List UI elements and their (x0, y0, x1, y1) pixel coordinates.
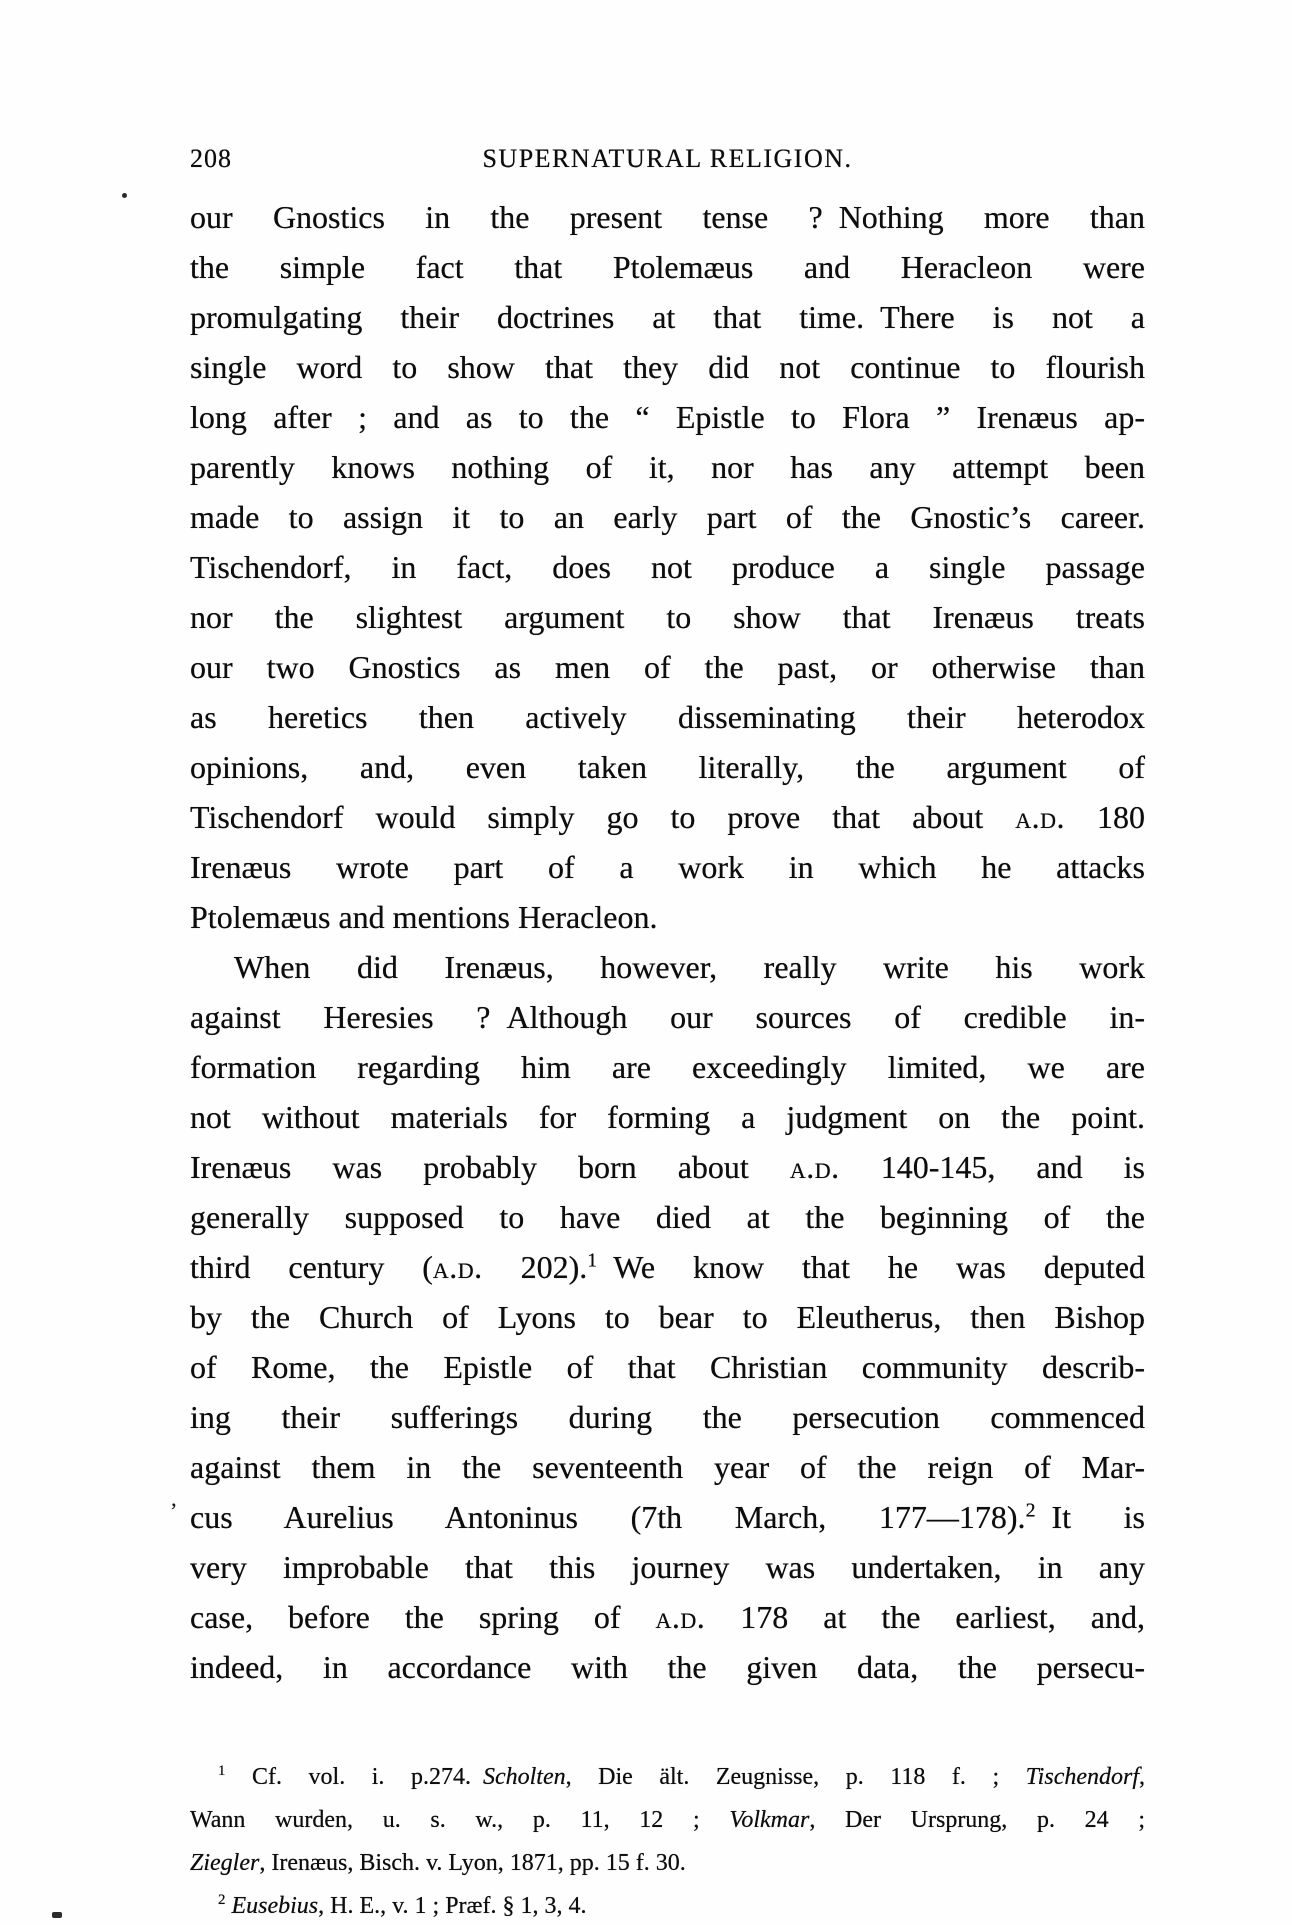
body-line: opinions, and, even taken literally, the argument of (190, 749, 1145, 785)
body-line: generally supposed to have died at the beginning of the (190, 1199, 1145, 1235)
body-line: nor the slightest argument to show that Irenæus treats (190, 599, 1145, 635)
body-line: very improbable that this journey was undertaken, in any (190, 1549, 1145, 1585)
body-line: made to assign it to an early part of the Gnostic’s career. (190, 499, 1145, 535)
body-line: Ptolemæus and mentions Heracleon. (190, 899, 658, 935)
body-line: promulgating their doctrines at that time. There is not a (190, 299, 1145, 335)
body-line: indeed, in accordance with the given data, the persecu- (190, 1649, 1145, 1685)
body-line: parently knows nothing of it, nor has any attempt been (190, 449, 1145, 485)
body-line: Irenæus was probably born about a.d. 140-145, and is (190, 1149, 1146, 1185)
body-line: against them in the seventeenth year of the reign of Mar- (190, 1449, 1145, 1485)
body-line: not without materials for forming a judgment on the point. (190, 1099, 1145, 1135)
body-line: formation regarding him are exceedingly limited, we are (190, 1049, 1145, 1085)
ink-speck (122, 193, 127, 198)
body-line: Tischendorf, in fact, does not produce a single passage (190, 549, 1145, 585)
page-body (190, 192, 1145, 1692)
ink-mark: ’ (170, 1498, 178, 1523)
body-line: Irenæus wrote part of a work in which he attacks (190, 849, 1145, 885)
body-line: against Heresies ? Although our sources of credible in- (190, 999, 1145, 1035)
body-line-paragraph-start: When did Irenæus, however, really write his work (234, 949, 1145, 985)
footnote-line: Ziegler, Irenæus, Bisch. v. Lyon, 1871, pp. 15 f. 30. (190, 1850, 686, 1876)
body-line: of Rome, the Epistle of that Christian community describ- (190, 1349, 1145, 1385)
page-header (190, 144, 1145, 176)
body-line: by the Church of Lyons to bear to Eleutherus, then Bishop (190, 1299, 1145, 1335)
body-line: ing their sufferings during the persecution commenced (190, 1399, 1145, 1435)
body-line: Tischendorf would simply go to prove that about a.d. 180 (190, 799, 1146, 835)
footnote-line: $^2$ Eusebius, H. E., v. 1 ; Præf. § 1, 3, 4. (218, 1892, 587, 1919)
footnote-line: Wann wurden, u. s. w., p. 11, 12 ; Volkmar, Der Ursprung, p. 24 ; (190, 1807, 1145, 1833)
footnote-line: $^1$ Cf. vol. i. p.274. Scholten, Die ält. Zeugnisse, p. 118 f. ; Tischendorf, (218, 1763, 1145, 1790)
running-title: SUPERNATURAL RELIGION. (482, 144, 853, 173)
footnotes (190, 1756, 1145, 1925)
body-line: our two Gnostics as men of the past, or otherwise than (190, 649, 1145, 685)
body-line: long after ; and as to the “ Epistle to Flora ” Irenæus ap- (190, 399, 1145, 435)
body-line: our Gnostics in the present tense ? Nothing more than (190, 199, 1145, 235)
body-line: cus Aurelius Antoninus (7th March, 177—178).$^2$ It is (190, 1499, 1146, 1535)
body-line: case, before the spring of a.d. 178 at the earliest, and, (190, 1599, 1146, 1635)
body-line: single word to show that they did not continue to flourish (190, 349, 1145, 385)
body-line: the simple fact that Ptolemæus and Heracleon were (190, 249, 1145, 285)
page-number: 208 (190, 144, 232, 173)
body-line: third century (a.d. 202).$^1$ We know that he was deputed (190, 1249, 1146, 1285)
ink-speck (52, 1912, 62, 1918)
body-line: as heretics then actively disseminating their heterodox (190, 699, 1145, 735)
